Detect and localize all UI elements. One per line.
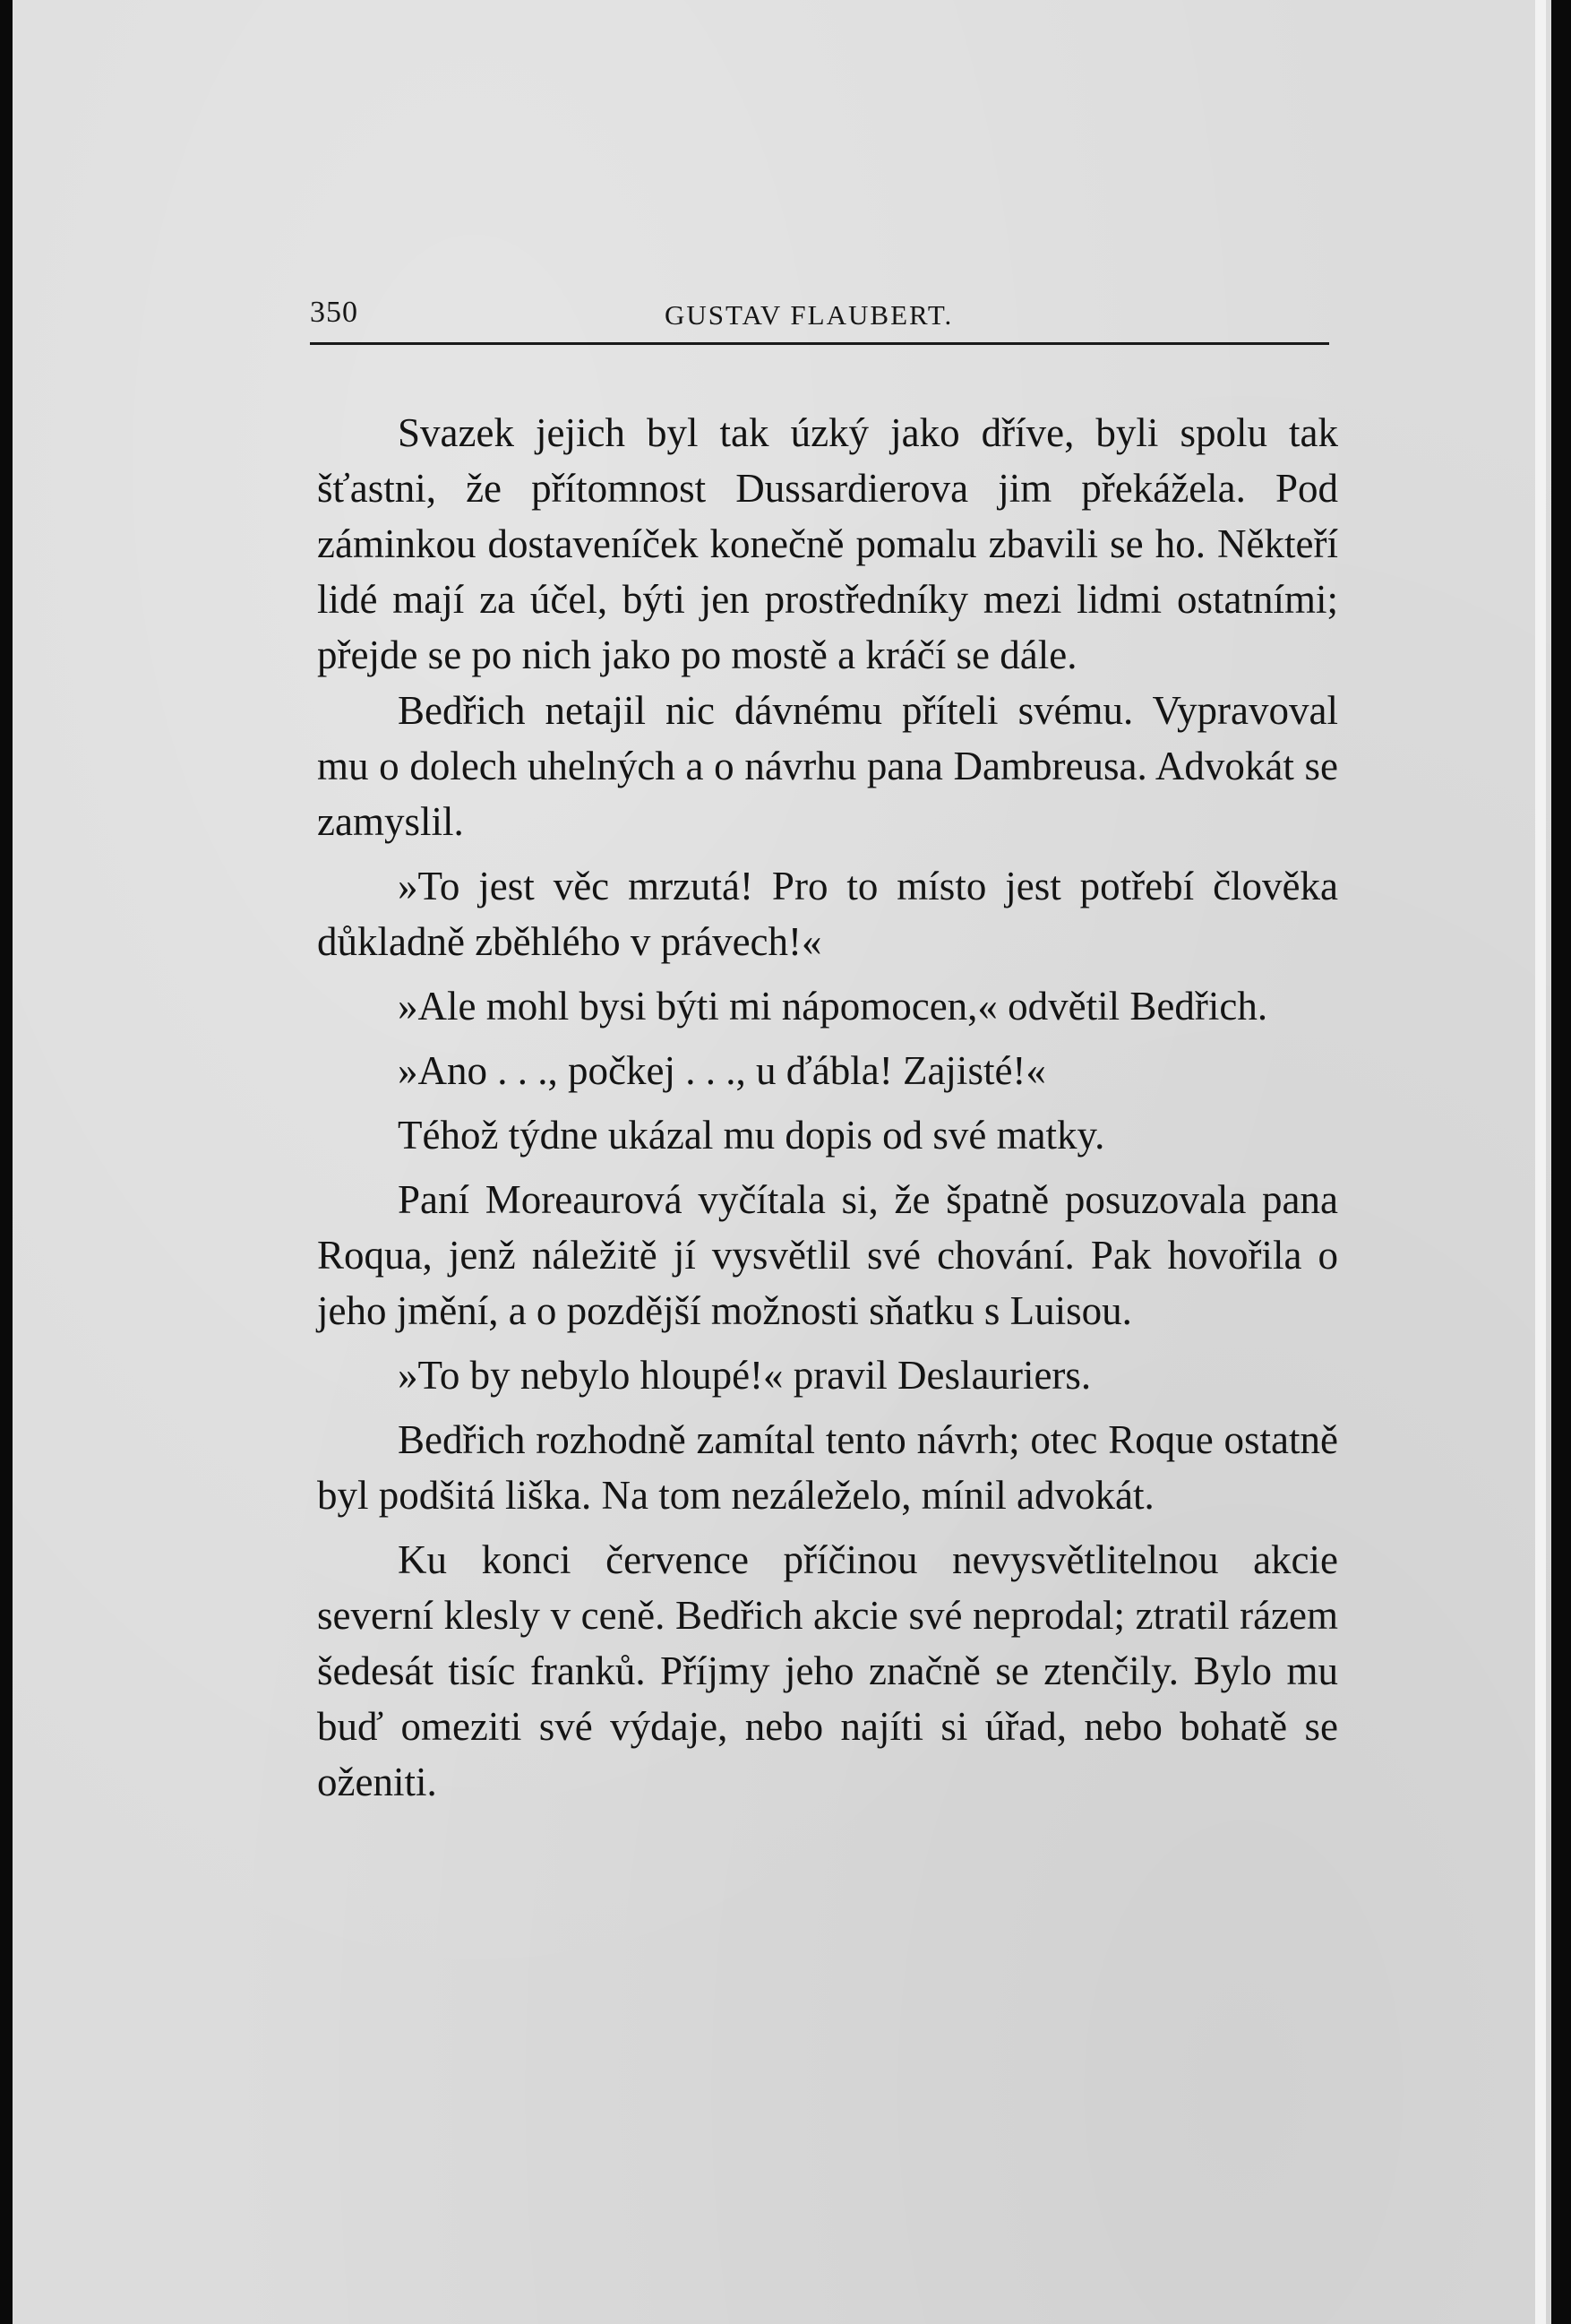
book-page (13, 0, 1551, 2324)
page-edge (1535, 0, 1546, 2324)
page-header (310, 296, 1329, 349)
header-rule (310, 342, 1329, 345)
paragraph: »To jest věc mrzutá! Pro to místo jest potřebí člověka důkladně zběhlého v právech!« (317, 864, 1338, 964)
paragraph: Bedřich rozhodně zamítal tento návrh; otec Roque ostatně byl podšitá liška. Na tom nezáleželo, mínil advokát. (317, 1417, 1338, 1518)
paragraph: Téhož týdne ukázal mu dopis od své matky. (398, 1113, 1105, 1158)
paragraph: Svazek jejich byl tak úzký jako dříve, byli spolu tak šťastni, že přítomnost Dussardierova jim překážela. Pod záminkou dostaveníček konečně pomalu zbavili se ho. Někteří lidé mají za účel, býti jen prostředníky mezi lidmi ostatními; přejde se po nich jako po mostě a kráčí se dále. (317, 410, 1338, 677)
page-number: 350 (310, 296, 358, 329)
paragraph: Ku konci července příčinou nevysvětlitelnou akcie severní klesly v ceně. Bedřich akcie své neprodal; ztratil rázem šedesát tisíc franků. Příjmy jeho značně se ztenčily. Bylo mu buď omeziti své výdaje, nebo najíti si úřad, nebo bohatě se oženiti. (317, 1537, 1338, 1804)
paragraph: »Ale mohl bysi býti mi nápomocen,« odvětil Bedřich. (398, 984, 1268, 1029)
paragraph: »To by nebylo hloupé!« pravil Deslauriers. (398, 1353, 1092, 1398)
body-text (317, 405, 1338, 1810)
running-title: GUSTAV FLAUBERT. (665, 299, 954, 331)
paragraph: Bedřich netajil nic dávnému příteli svému. Vypravoval mu o dolech uhelných a o návrhu pana Dambreusa. Advokát se zamyslil. (317, 688, 1338, 844)
paragraph: Paní Moreaurová vyčítala si, že špatně posuzovala pana Roqua, jenž náležitě jí vysvětlil své chování. Pak hovořila o jeho jmění, a o pozdější možnosti sňatku s Luisou. (317, 1177, 1338, 1333)
paragraph: »Ano . . ., počkej . . ., u ďábla! Zajisté!« (398, 1048, 1046, 1093)
